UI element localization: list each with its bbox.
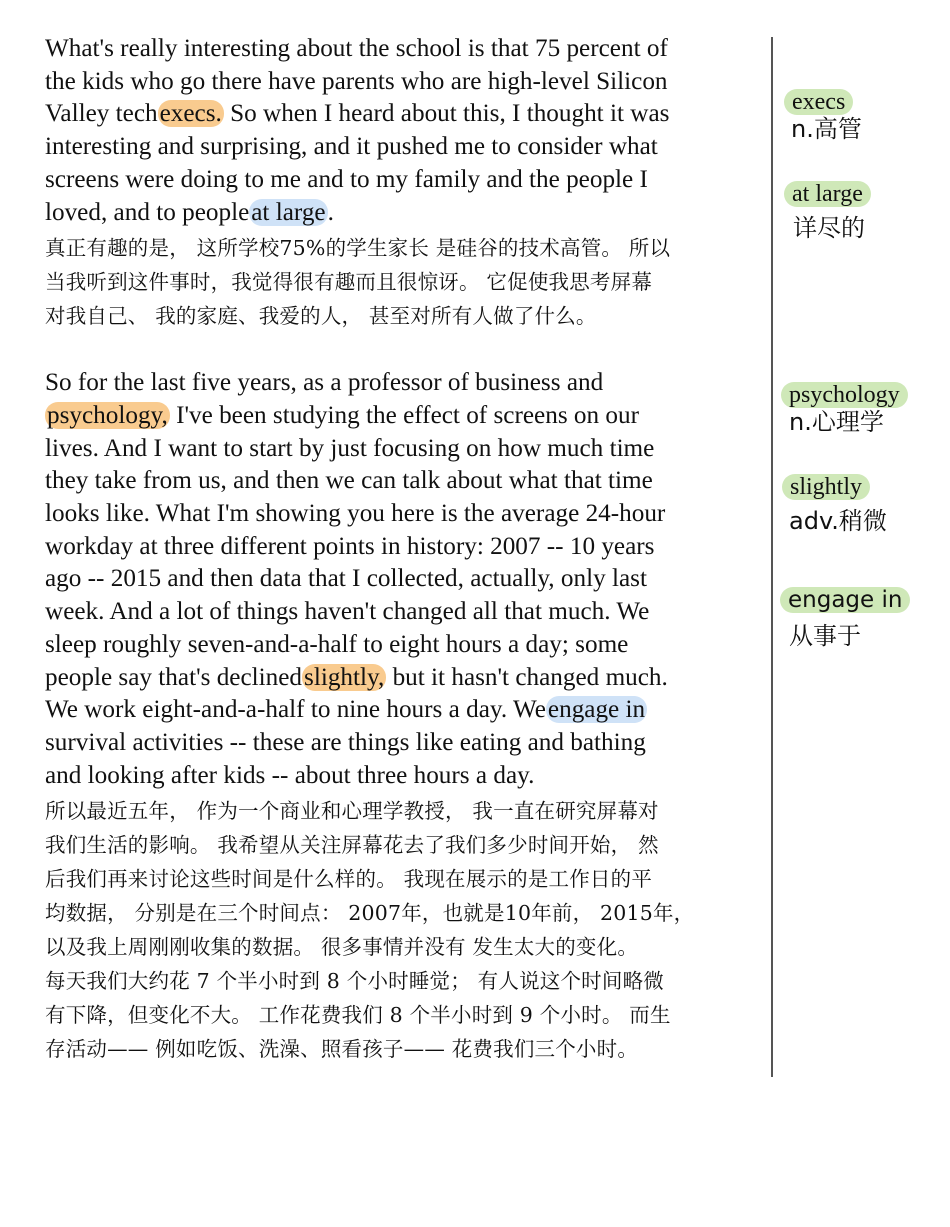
vocab-gloss: 从事于 — [789, 622, 861, 650]
vocab-term-tag[interactable]: engage in — [780, 587, 910, 613]
text-line: 真正有趣的是， 这所学校75%的学生家长 是硅谷的技术高管。 所以 — [45, 236, 671, 261]
text-line: lives. And I want to start by just focusing on how much time — [45, 434, 655, 462]
text-line: they take from us, and then we can talk about what that time — [45, 467, 653, 495]
text-line: 我们生活的影响。 我希望从关注屏幕花去了我们多少时间开始， 然 — [45, 833, 659, 858]
text-line — [45, 98, 757, 131]
paragraph-gap — [45, 333, 757, 367]
text-line: survival activities -- these are things like eating and bathing — [45, 728, 646, 756]
text-line: sleep roughly seven-and-a-half to eight hours a day; some — [45, 630, 629, 658]
text-line — [45, 400, 757, 433]
text-line: 有下降，但变化不大。 工作花费我们 8 个半小时到 9 个小时。 而生 — [45, 1003, 671, 1028]
text-segment: but it hasn't changed much. — [386, 663, 668, 691]
text-line: 存活动—— 例如吃饭、洗澡、照看孩子—— 花费我们三个小时。 — [45, 1037, 639, 1062]
text-segment: We work eight-and-a-half to nine hours a day. We — [45, 696, 546, 724]
text-line: 以及我上周刚刚收集的数据。 很多事情并没有 发生太大的变化。 — [45, 935, 639, 960]
text-segment: I've been studying the effect of screens on our — [169, 401, 639, 429]
highlight-psychology[interactable]: psychology, — [47, 401, 168, 429]
text-line: 当我听到这件事时，我觉得很有趣而且很惊讶。 它促使我思考屏幕 — [45, 270, 653, 295]
vocab-term-tag[interactable]: slightly — [782, 474, 870, 500]
vocab-gloss: n.高管 — [791, 115, 862, 143]
transcript-content — [45, 33, 757, 1066]
text-line: 后我们再来讨论这些时间是什么样的。 我现在展示的是工作日的平 — [45, 867, 653, 892]
text-line: screens were doing to me and to my family and the people I — [45, 165, 648, 193]
highlight-engage-in[interactable]: engage in — [547, 696, 646, 724]
vocab-gloss: adv.稍微 — [789, 507, 887, 535]
margin-divider — [771, 37, 773, 1077]
text-segment: So when I heard about this, I thought it was — [223, 100, 670, 128]
paragraph-1-english — [45, 33, 757, 229]
text-segment: loved, and to people — [45, 198, 250, 226]
text-line: ago -- 2015 and then data that I collected, actually, only last — [45, 565, 647, 593]
text-line: 对我自己、 我的家庭、我爱的人， 甚至对所有人做了什么。 — [45, 304, 597, 329]
text-line: 每天我们大约花 7 个半小时到 8 个小时睡觉； 有人说这个时间略微 — [45, 969, 664, 994]
text-line: 所以最近五年， 作为一个商业和心理学教授， 我一直在研究屏幕对 — [45, 799, 659, 824]
text-line: week. And a lot of things haven't changed all that much. We — [45, 598, 650, 626]
text-segment: . — [327, 198, 334, 226]
text-line: interesting and surprising, and it pushed me to consider what — [45, 133, 658, 161]
text-segment: Valley tech — [45, 100, 158, 128]
highlight-at-large[interactable]: at large — [251, 198, 326, 226]
paragraph-2-chinese — [45, 794, 757, 1066]
text-line: workday at three different points in history: 2007 -- 10 years — [45, 532, 655, 560]
text-line: the kids who go there have parents who are high-level Silicon — [45, 67, 668, 95]
vocab-term-tag[interactable]: at large — [784, 181, 871, 207]
text-line: What's really interesting about the school is that 75 percent of — [45, 35, 668, 62]
highlight-slightly[interactable]: slightly, — [304, 663, 385, 691]
vocab-gloss: 详尽的 — [793, 214, 865, 242]
highlight-execs[interactable]: execs. — [159, 100, 222, 128]
text-line: and looking after kids -- about three hours a day. — [45, 761, 535, 789]
paragraph-1-chinese — [45, 231, 757, 333]
text-line — [45, 197, 757, 230]
vocab-gloss: n.心理学 — [789, 408, 884, 436]
text-line — [45, 662, 757, 695]
text-line — [45, 694, 757, 727]
text-line: looks like. What I'm showing you here is the average 24-hour — [45, 500, 666, 528]
text-segment: people say that's declined — [45, 663, 303, 691]
text-line: So for the last five years, as a professor of business and — [45, 369, 604, 397]
paragraph-2-english — [45, 367, 757, 792]
vocab-term-tag[interactable]: psychology — [781, 382, 908, 408]
vocab-term-tag[interactable]: execs — [784, 89, 853, 115]
text-line: 均数据， 分别是在三个时间点： 2007年，也就是10年前， 2015年， — [45, 901, 695, 926]
